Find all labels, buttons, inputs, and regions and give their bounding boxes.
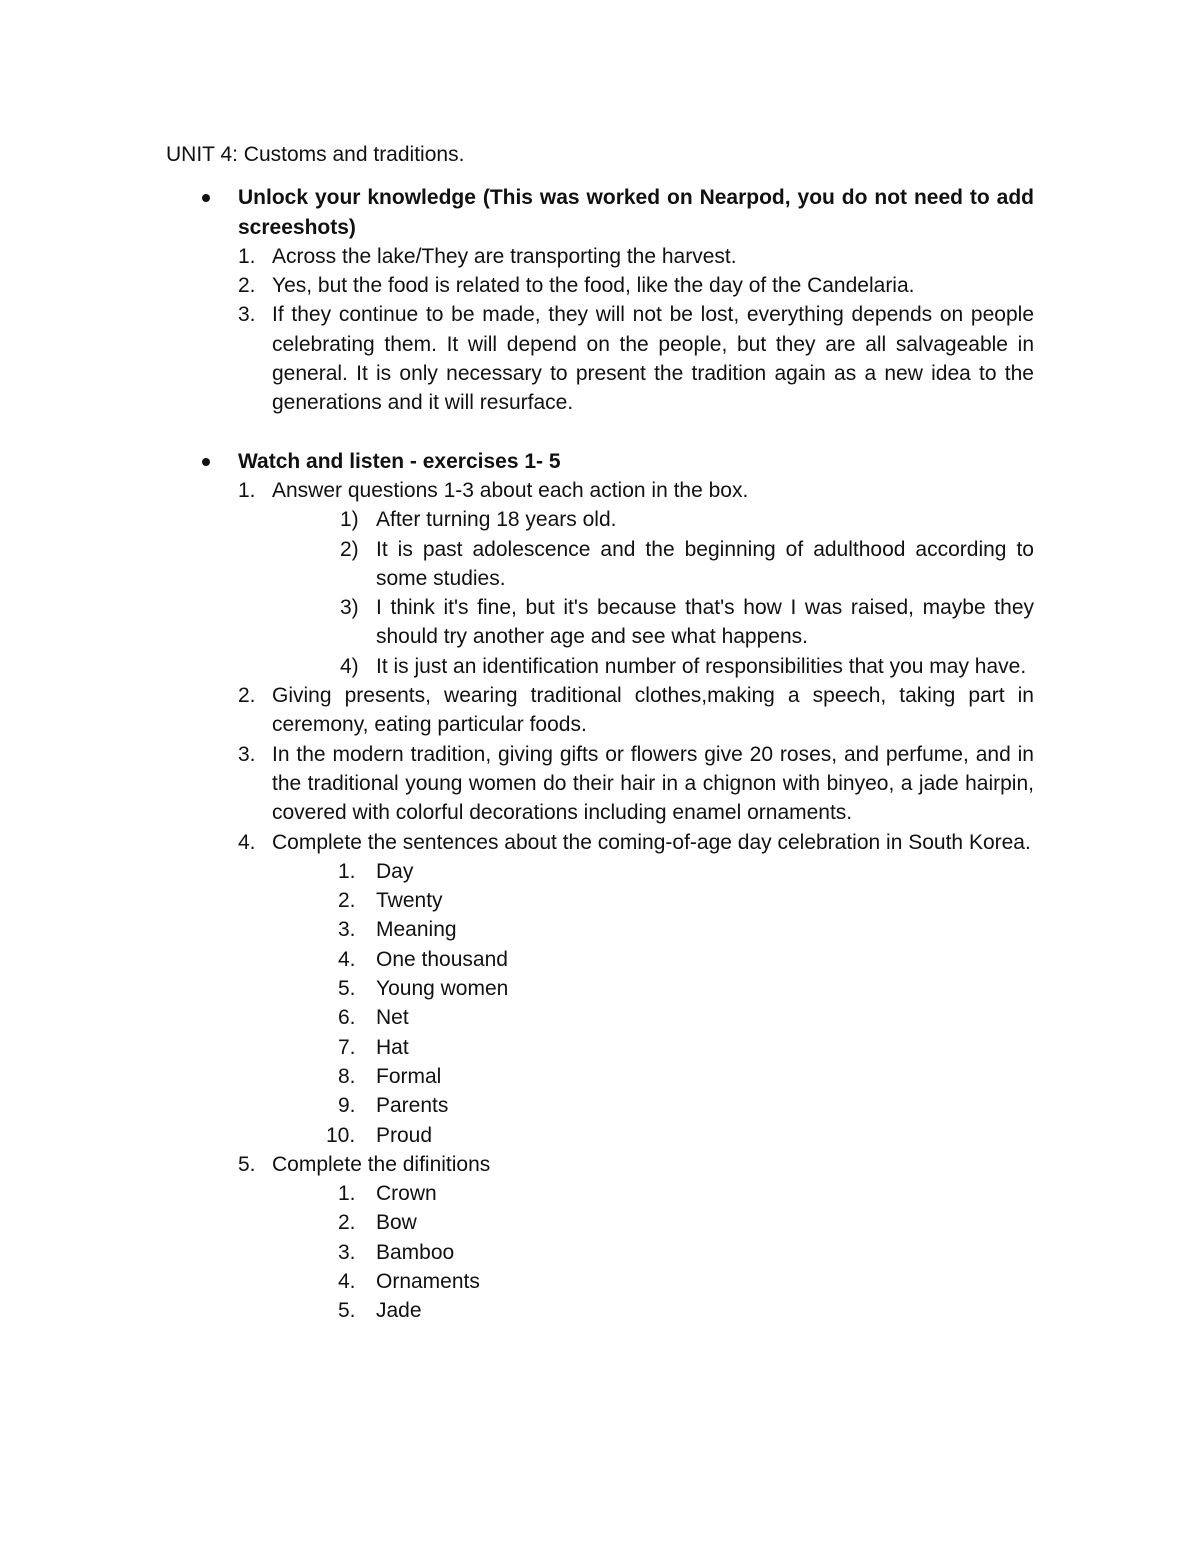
- list-item-text: Crown: [376, 1182, 437, 1206]
- sub-list-item: [166, 945, 1034, 974]
- list-item-text: Bow: [376, 1211, 417, 1235]
- list-number: 3): [340, 596, 359, 620]
- sub-list-item: [166, 886, 1034, 915]
- list-number: 2.: [238, 274, 256, 298]
- list-item-text: I think it's fine, but it's because that's how I was raised, maybe they should try another age and see what happens.: [376, 596, 1034, 649]
- sub-list-item: [166, 1062, 1034, 1091]
- sub-list-item: [166, 974, 1034, 1003]
- list-item-text: Ornaments: [376, 1269, 480, 1293]
- list-item-text: Meaning: [376, 918, 457, 942]
- sub-list-item: [166, 1003, 1034, 1032]
- list-item-text: Answer questions 1-3 about each action in the box.: [272, 478, 749, 502]
- list-item-text: Jade: [376, 1299, 422, 1323]
- list-number: 3.: [238, 303, 256, 327]
- list-number: 3.: [338, 918, 356, 942]
- section-heading-text: Unlock your knowledge (This was worked on Nearpod, you do not need to add screeshots): [238, 186, 1034, 239]
- sub-list-item: [166, 915, 1034, 944]
- sub-list-item: [166, 1179, 1034, 1208]
- list-item-text: Giving presents, wearing traditional clothes,making a speech, taking part in ceremony, eating particular foods.: [272, 684, 1034, 737]
- list-item-text: Yes, but the food is related to the food, like the day of the Candelaria.: [272, 274, 915, 298]
- list-item-text: Proud: [376, 1123, 433, 1147]
- list-number: 6.: [338, 1006, 356, 1030]
- list-item-text: Formal: [376, 1064, 442, 1088]
- list-item-text: Parents: [376, 1094, 449, 1118]
- list-number: 7.: [338, 1035, 356, 1059]
- list-number: 1.: [238, 244, 256, 268]
- list-number: 2.: [238, 684, 256, 708]
- section-heading: [166, 447, 1034, 476]
- sub-list-item: [166, 535, 1034, 594]
- list-number: 1.: [238, 478, 256, 502]
- sub-list-item: [166, 1267, 1034, 1296]
- list-item: [166, 681, 1034, 740]
- list-item: [166, 476, 1034, 505]
- list-item-text: Bamboo: [376, 1240, 455, 1264]
- list-item-text: Across the lake/They are transporting the harvest.: [272, 244, 737, 268]
- list-item-text: Twenty: [376, 889, 443, 913]
- list-number: 5.: [238, 1152, 256, 1176]
- list-item-text: If they continue to be made, they will not be lost, everything depends on people celebrating them. It will depend on the people, but they are all salvageable in general. It is only necessary to present the tradition again as a new idea to the generations and it will resurface.: [272, 303, 1034, 415]
- list-number: 10.: [326, 1123, 356, 1147]
- list-number: 4.: [338, 1269, 356, 1293]
- list-item-text: In the modern tradition, giving gifts or flowers give 20 roses, and perfume, and in the traditional young women do their hair in a chignon with binyeo, a jade hairpin, covered with colorful decorations including enamel ornaments.: [272, 742, 1034, 825]
- list-item-text: One thousand: [376, 947, 508, 971]
- page-title: UNIT 4: Customs and traditions.: [166, 143, 465, 166]
- list-item-text: It is past adolescence and the beginning of adulthood according to some studies.: [376, 537, 1034, 590]
- sub-list-item: [166, 1033, 1034, 1062]
- sub-list-item: [166, 857, 1034, 886]
- list-number: 1.: [338, 859, 356, 883]
- section-watch-and-listen: [166, 447, 1034, 1326]
- list-item-text: It is just an identification number of responsibilities that you may have.: [376, 654, 1027, 678]
- list-number: 2.: [338, 1211, 356, 1235]
- bullet-icon: [202, 458, 210, 466]
- list-number: 1.: [338, 1182, 356, 1206]
- list-number: 5.: [338, 1299, 356, 1323]
- list-number: 3.: [338, 1240, 356, 1264]
- list-item-text: Hat: [376, 1035, 409, 1059]
- list-item-text: Complete the difinitions: [272, 1152, 491, 1176]
- sub-list-item: [166, 1238, 1034, 1267]
- bullet-icon: [202, 194, 210, 202]
- section-heading: [166, 183, 1034, 242]
- list-item: [166, 828, 1034, 857]
- list-number: 3.: [238, 742, 256, 766]
- sub-list-item: [166, 1091, 1034, 1120]
- sub-list-item: [166, 652, 1034, 681]
- list-item-text: Young women: [376, 977, 509, 1001]
- sub-list-item: [166, 1296, 1034, 1325]
- list-item: [166, 271, 1034, 300]
- list-number: 5.: [338, 977, 356, 1001]
- list-number: 4): [340, 654, 359, 678]
- sub-list-item: [166, 1121, 1034, 1150]
- list-number: 8.: [338, 1064, 356, 1088]
- list-number: 4.: [238, 830, 256, 854]
- list-item: [166, 1150, 1034, 1179]
- list-item: [166, 740, 1034, 828]
- section-heading-text: Watch and listen - exercises 1- 5: [238, 449, 561, 473]
- list-item: [166, 300, 1034, 417]
- list-number: 4.: [338, 947, 356, 971]
- sub-list-item: [166, 505, 1034, 534]
- list-number: 2.: [338, 889, 356, 913]
- section-unlock-knowledge: [166, 183, 1034, 417]
- sub-list-item: [166, 1208, 1034, 1237]
- list-item-text: Complete the sentences about the coming-of-age day celebration in South Korea.: [272, 830, 1031, 854]
- list-number: 1): [340, 508, 359, 532]
- sub-list-item: [166, 593, 1034, 652]
- list-number: 2): [340, 537, 359, 561]
- list-item-text: Day: [376, 859, 414, 883]
- list-item: [166, 242, 1034, 271]
- list-number: 9.: [338, 1094, 356, 1118]
- list-item-text: After turning 18 years old.: [376, 508, 617, 532]
- list-item-text: Net: [376, 1006, 409, 1030]
